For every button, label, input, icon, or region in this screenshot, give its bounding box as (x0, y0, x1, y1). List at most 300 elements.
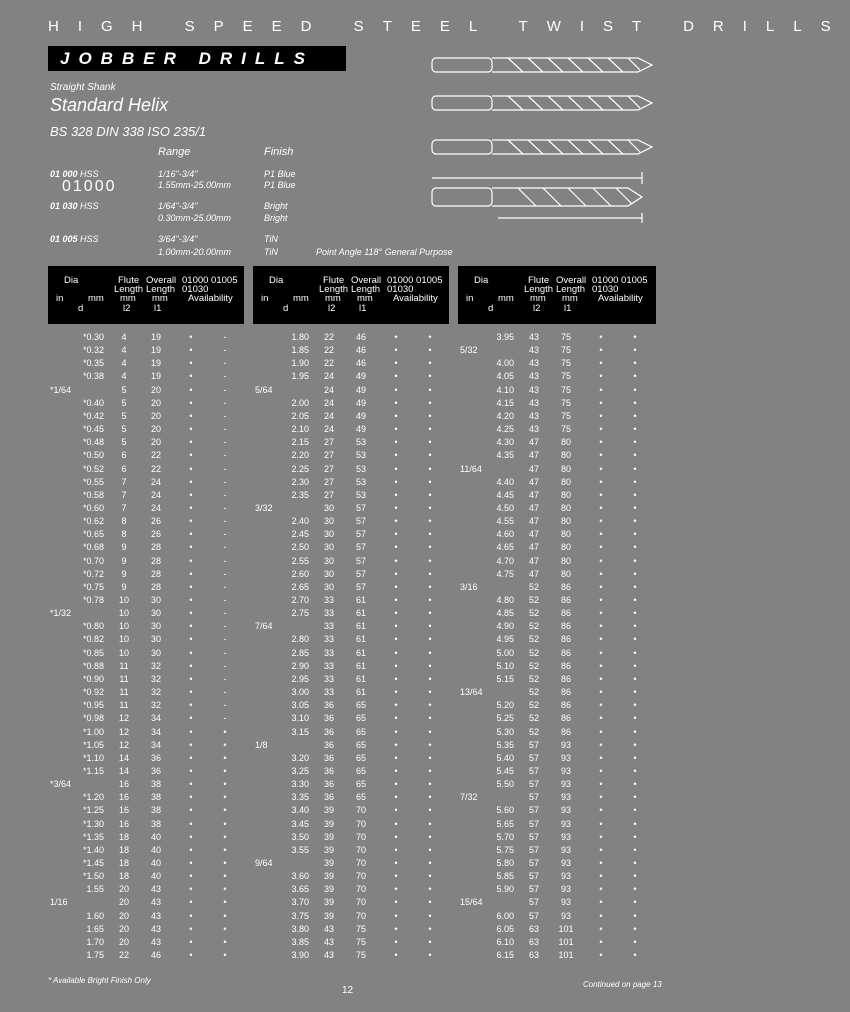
availability-01005: • (633, 345, 637, 356)
availability-01005: • (223, 936, 227, 947)
mm-size: 5.85 (496, 871, 514, 882)
table-row (253, 660, 449, 673)
product-finish: P1 Blue (264, 169, 296, 179)
availability-01005: • (428, 529, 432, 540)
mm-size: 2.55 (291, 555, 309, 566)
overall-length: 61 (355, 608, 366, 619)
availability-01000: • (394, 779, 398, 790)
availability-01005: • (633, 910, 637, 921)
mm-size: *0.35 (82, 358, 104, 369)
flute-length: 6 (121, 450, 127, 461)
mm-size: *0.88 (82, 660, 104, 671)
product-range-mm: 1.55mm-25.00mm (158, 180, 232, 190)
flute-length: 5 (121, 384, 127, 395)
table-row (253, 515, 449, 528)
overall-length: 86 (560, 700, 571, 711)
flute-length: 5 (121, 410, 127, 421)
mm-size: 3.15 (291, 726, 309, 737)
availability-01000: • (394, 805, 398, 816)
availability-01000: • (189, 529, 193, 540)
table-row (253, 436, 449, 449)
flute-length: 57 (528, 805, 539, 816)
availability-01000: • (189, 752, 193, 763)
overall-length: 93 (560, 779, 571, 790)
mm-size: 2.85 (291, 647, 309, 658)
availability-01000: • (189, 384, 193, 395)
availability-01000: • (599, 516, 603, 527)
flute-length: 18 (118, 871, 129, 882)
flute-length: 63 (528, 923, 539, 934)
table-row (458, 397, 656, 410)
overall-length: 65 (355, 726, 366, 737)
table-row (253, 923, 449, 936)
overall-length: 65 (355, 765, 366, 776)
availability-01000: • (394, 424, 398, 435)
availability-01000: • (189, 936, 193, 947)
flute-length: 57 (528, 844, 539, 855)
overall-length: 57 (355, 516, 366, 527)
overall-length: 80 (560, 502, 571, 513)
mm-size: 3.95 (496, 332, 514, 342)
availability-01005: - (223, 673, 227, 684)
availability-01005: • (428, 752, 432, 763)
overall-length: 86 (560, 608, 571, 619)
table-row (48, 844, 244, 857)
table-row (458, 870, 656, 883)
table-row (458, 660, 656, 673)
mm-size: *0.38 (82, 371, 104, 382)
header-l1: l1 (564, 303, 572, 314)
table-row (458, 370, 656, 383)
table-row (458, 712, 656, 725)
availability-01000: • (599, 358, 603, 369)
table-row (253, 555, 449, 568)
overall-length: 61 (355, 673, 366, 684)
table-row (48, 896, 244, 909)
availability-01005: • (223, 897, 227, 908)
product-range: 1/64"-3/4" (158, 201, 198, 211)
mm-size: 5.10 (496, 660, 514, 671)
overall-length: 75 (355, 936, 366, 947)
flute-length: 39 (323, 858, 334, 868)
flute-length: 6 (121, 463, 127, 474)
availability-01005: - (223, 529, 227, 540)
overall-length: 49 (355, 397, 366, 408)
overall-length: 43 (150, 897, 161, 908)
overall-length: 53 (355, 437, 366, 448)
mm-size: 4.50 (496, 502, 514, 513)
flute-length: 47 (528, 529, 539, 540)
flute-length: 24 (323, 384, 334, 395)
overall-length: 80 (560, 489, 571, 500)
overall-length: 53 (355, 450, 366, 461)
overall-length: 57 (355, 568, 366, 579)
overall-length: 22 (150, 463, 161, 474)
overall-length: 101 (558, 936, 574, 947)
table-row (458, 647, 656, 660)
flute-length: 10 (118, 608, 129, 619)
flute-length: 39 (323, 910, 334, 921)
header-codes1: 01000 01005 (592, 275, 648, 286)
mm-size: 4.10 (496, 384, 514, 395)
flute-length: 57 (528, 765, 539, 776)
availability-01000: • (189, 647, 193, 658)
availability-01000: • (189, 726, 193, 737)
mm-size: 2.90 (291, 660, 309, 671)
mm-size: 3.30 (291, 779, 309, 790)
availability-01005: • (633, 371, 637, 382)
table-row (48, 857, 244, 870)
table-row (48, 831, 244, 844)
availability-01000: • (599, 463, 603, 474)
mm-size: 4.25 (496, 424, 514, 435)
table-row (48, 607, 244, 620)
mm-size: *0.72 (82, 568, 104, 579)
table-row (458, 476, 656, 489)
mm-size: 4.15 (496, 397, 514, 408)
availability-01005: • (428, 516, 432, 527)
table-row (48, 739, 244, 752)
header-length2: Length (351, 284, 381, 295)
overall-length: 80 (560, 529, 571, 540)
table-row (458, 910, 656, 923)
availability-01000: • (189, 713, 193, 724)
availability-01005: • (428, 463, 432, 474)
mm-size: *0.85 (82, 647, 104, 658)
inch-size: *1/32 (50, 608, 72, 619)
overall-length: 40 (150, 871, 161, 882)
inch-size: 5/32 (460, 345, 478, 356)
mm-size: *0.80 (82, 621, 104, 632)
overall-length: 70 (355, 910, 366, 921)
overall-length: 61 (355, 660, 366, 671)
overall-length: 86 (560, 581, 571, 592)
overall-length: 46 (355, 332, 366, 342)
flute-length: 27 (323, 489, 334, 500)
flute-length: 30 (323, 555, 334, 566)
table-row (458, 857, 656, 870)
availability-01000: • (394, 358, 398, 369)
drill-illustration (428, 50, 660, 226)
availability-01000: • (599, 700, 603, 711)
flute-length: 20 (118, 897, 129, 908)
overall-length: 86 (560, 647, 571, 658)
mm-size: *0.32 (82, 345, 104, 356)
flute-length: 47 (528, 476, 539, 487)
availability-01000: • (394, 897, 398, 908)
table-row (48, 594, 244, 607)
availability-01000: • (189, 555, 193, 566)
mm-size: 1.55 (86, 884, 104, 895)
availability-01005: - (223, 713, 227, 724)
mm-size: 3.40 (291, 805, 309, 816)
availability-01005: • (633, 437, 637, 448)
overall-length: 40 (150, 858, 161, 868)
table-header (458, 266, 656, 324)
overall-length: 93 (560, 739, 571, 750)
flute-length: 43 (528, 358, 539, 369)
overall-length: 43 (150, 910, 161, 921)
availability-01005: • (633, 752, 637, 763)
mm-size: 6.15 (496, 950, 514, 961)
overall-length: 86 (560, 673, 571, 684)
overall-length: 75 (560, 397, 571, 408)
overall-length: 57 (355, 542, 366, 553)
mm-size: 2.10 (291, 424, 309, 435)
table-row (48, 357, 244, 370)
table-row (48, 423, 244, 436)
table-row (458, 607, 656, 620)
table-row (48, 660, 244, 673)
availability-01005: - (223, 476, 227, 487)
table-row (48, 910, 244, 923)
mm-size: 2.80 (291, 634, 309, 645)
mm-size: 5.65 (496, 818, 514, 829)
availability-01000: • (189, 371, 193, 382)
table-header (253, 266, 449, 324)
table-row (48, 633, 244, 646)
availability-01000: • (394, 647, 398, 658)
overall-length: 93 (560, 910, 571, 921)
flute-length: 47 (528, 542, 539, 553)
table-row (458, 949, 656, 962)
inch-size: 3/32 (255, 502, 273, 513)
availability-01005: • (428, 424, 432, 435)
overall-length: 19 (150, 332, 161, 342)
overall-length: 32 (150, 700, 161, 711)
table-row (458, 541, 656, 554)
availability-01000: • (394, 765, 398, 776)
flute-length: 57 (528, 897, 539, 908)
overall-length: 101 (558, 950, 574, 961)
availability-01005: • (633, 726, 637, 737)
availability-01000: • (599, 489, 603, 500)
mm-size: *0.92 (82, 687, 104, 698)
product-finish: Bright (264, 201, 288, 211)
availability-01000: • (394, 516, 398, 527)
availability-01005: - (223, 371, 227, 382)
availability-01005: • (428, 858, 432, 868)
flute-length: 10 (118, 595, 129, 605)
availability-01000: • (394, 542, 398, 553)
mm-size: 6.05 (496, 923, 514, 934)
availability-01005: • (428, 634, 432, 645)
table-row (253, 449, 449, 462)
availability-01005: • (633, 950, 637, 961)
availability-01005: • (428, 581, 432, 592)
availability-01005: - (223, 621, 227, 632)
availability-01005: - (223, 542, 227, 553)
mm-size: 5.15 (496, 673, 514, 684)
table-row (253, 357, 449, 370)
flute-length: 39 (323, 871, 334, 882)
flute-length: 47 (528, 502, 539, 513)
availability-01005: • (633, 476, 637, 487)
availability-01000: • (599, 871, 603, 882)
overall-length: 32 (150, 660, 161, 671)
availability-01000: • (394, 397, 398, 408)
availability-01005: • (633, 542, 637, 553)
header-mm2: mm (325, 293, 341, 304)
table-row (458, 791, 656, 804)
mm-size: *1.40 (82, 844, 104, 855)
flute-length: 43 (528, 424, 539, 435)
availability-01000: • (189, 884, 193, 895)
mm-size: 5.90 (496, 884, 514, 895)
availability-01000: • (599, 384, 603, 395)
flute-length: 39 (323, 831, 334, 842)
availability-01005: • (633, 424, 637, 435)
flute-length: 47 (528, 450, 539, 461)
availability-01000: • (599, 765, 603, 776)
table-row (253, 489, 449, 502)
availability-01000: • (394, 332, 398, 342)
availability-01005: • (633, 673, 637, 684)
overall-length: 24 (150, 476, 161, 487)
flute-length: 9 (121, 581, 127, 592)
header-availability: Availability (188, 293, 233, 304)
flute-length: 16 (118, 779, 129, 790)
flute-length: 43 (528, 345, 539, 356)
overall-length: 80 (560, 555, 571, 566)
flute-length: 57 (528, 858, 539, 868)
overall-length: 24 (150, 502, 161, 513)
overall-length: 43 (150, 936, 161, 947)
availability-01000: • (189, 700, 193, 711)
table-row (48, 463, 244, 476)
overall-length: 53 (355, 489, 366, 500)
flute-length: 12 (118, 739, 129, 750)
header-mm3: mm (562, 293, 578, 304)
flute-length: 33 (323, 647, 334, 658)
header-length: Length (524, 284, 554, 295)
mm-size: 3.75 (291, 910, 309, 921)
availability-01000: • (394, 450, 398, 461)
mm-size: 6.10 (496, 936, 514, 947)
mm-size: 1.90 (291, 358, 309, 369)
flute-length: 10 (118, 647, 129, 658)
mm-size: 3.85 (291, 936, 309, 947)
flute-length: 24 (323, 397, 334, 408)
availability-01005: • (428, 844, 432, 855)
availability-01000: • (599, 844, 603, 855)
overall-length: 34 (150, 713, 161, 724)
availability-01000: • (394, 502, 398, 513)
overall-length: 93 (560, 871, 571, 882)
flute-length: 57 (528, 910, 539, 921)
overall-length: 49 (355, 424, 366, 435)
mm-size: 5.40 (496, 752, 514, 763)
overall-length: 26 (150, 516, 161, 527)
flute-length: 57 (528, 752, 539, 763)
mm-size: 3.80 (291, 923, 309, 934)
overall-length: 93 (560, 765, 571, 776)
overall-length: 61 (355, 647, 366, 658)
availability-01005: • (428, 660, 432, 671)
availability-01000: • (599, 621, 603, 632)
mm-size: *1.25 (82, 805, 104, 816)
availability-01000: • (394, 529, 398, 540)
overall-length: 49 (355, 371, 366, 382)
availability-01000: • (394, 831, 398, 842)
mm-size: 4.95 (496, 634, 514, 645)
product-range-mm: 0.30mm-25.00mm (158, 213, 232, 223)
availability-01000: • (599, 923, 603, 934)
availability-01005: • (223, 858, 227, 868)
availability-01005: • (633, 489, 637, 500)
availability-01000: • (394, 700, 398, 711)
table-row (48, 436, 244, 449)
flute-length: 9 (121, 568, 127, 579)
mm-size: 3.00 (291, 687, 309, 698)
availability-01005: • (428, 831, 432, 842)
overall-length: 53 (355, 476, 366, 487)
handwritten-code: 01000 (62, 178, 117, 195)
availability-01005: • (428, 910, 432, 921)
mm-size: 5.80 (496, 858, 514, 868)
mm-size: 6.00 (496, 910, 514, 921)
mm-size: *0.75 (82, 581, 104, 592)
availability-01000: • (394, 660, 398, 671)
flute-length: 22 (323, 345, 334, 356)
mm-size: *1.05 (82, 739, 104, 750)
table-row (48, 384, 244, 397)
inch-size: 13/64 (460, 687, 483, 698)
availability-01000: • (599, 818, 603, 829)
table-row (253, 712, 449, 725)
table-row (253, 778, 449, 791)
overall-length: 70 (355, 818, 366, 829)
table-row (48, 673, 244, 686)
availability-01005: • (633, 884, 637, 895)
table-row (253, 607, 449, 620)
overall-length: 86 (560, 726, 571, 737)
mm-size: *0.48 (82, 437, 104, 448)
mm-size: *1.50 (82, 871, 104, 882)
availability-01005: • (633, 397, 637, 408)
overall-length: 80 (560, 437, 571, 448)
table-row (48, 818, 244, 831)
overall-length: 20 (150, 384, 161, 395)
flute-length: 43 (528, 332, 539, 342)
mm-size: *0.30 (82, 332, 104, 342)
header-l2: l2 (533, 303, 541, 314)
availability-01005: • (223, 805, 227, 816)
flute-length: 14 (118, 752, 129, 763)
flute-length: 16 (118, 818, 129, 829)
availability-01005: - (223, 502, 227, 513)
mm-size: 3.65 (291, 884, 309, 895)
header-l1: l1 (359, 303, 367, 314)
mm-size: *1.00 (82, 726, 104, 737)
mm-size: *0.40 (82, 397, 104, 408)
header-in: in (261, 293, 269, 304)
availability-01000: • (394, 410, 398, 421)
table-row (48, 489, 244, 502)
mm-size: 5.70 (496, 831, 514, 842)
overall-length: 93 (560, 844, 571, 855)
table-row (253, 647, 449, 660)
mm-size: *0.65 (82, 529, 104, 540)
mm-size: 1.60 (86, 910, 104, 921)
continued-note: Continued on page 13 (583, 980, 662, 989)
flute-length: 43 (323, 936, 334, 947)
mm-size: 4.00 (496, 358, 514, 369)
table-row (458, 331, 656, 344)
flute-length: 24 (323, 424, 334, 435)
availability-01000: • (394, 568, 398, 579)
mm-size: *0.90 (82, 673, 104, 684)
